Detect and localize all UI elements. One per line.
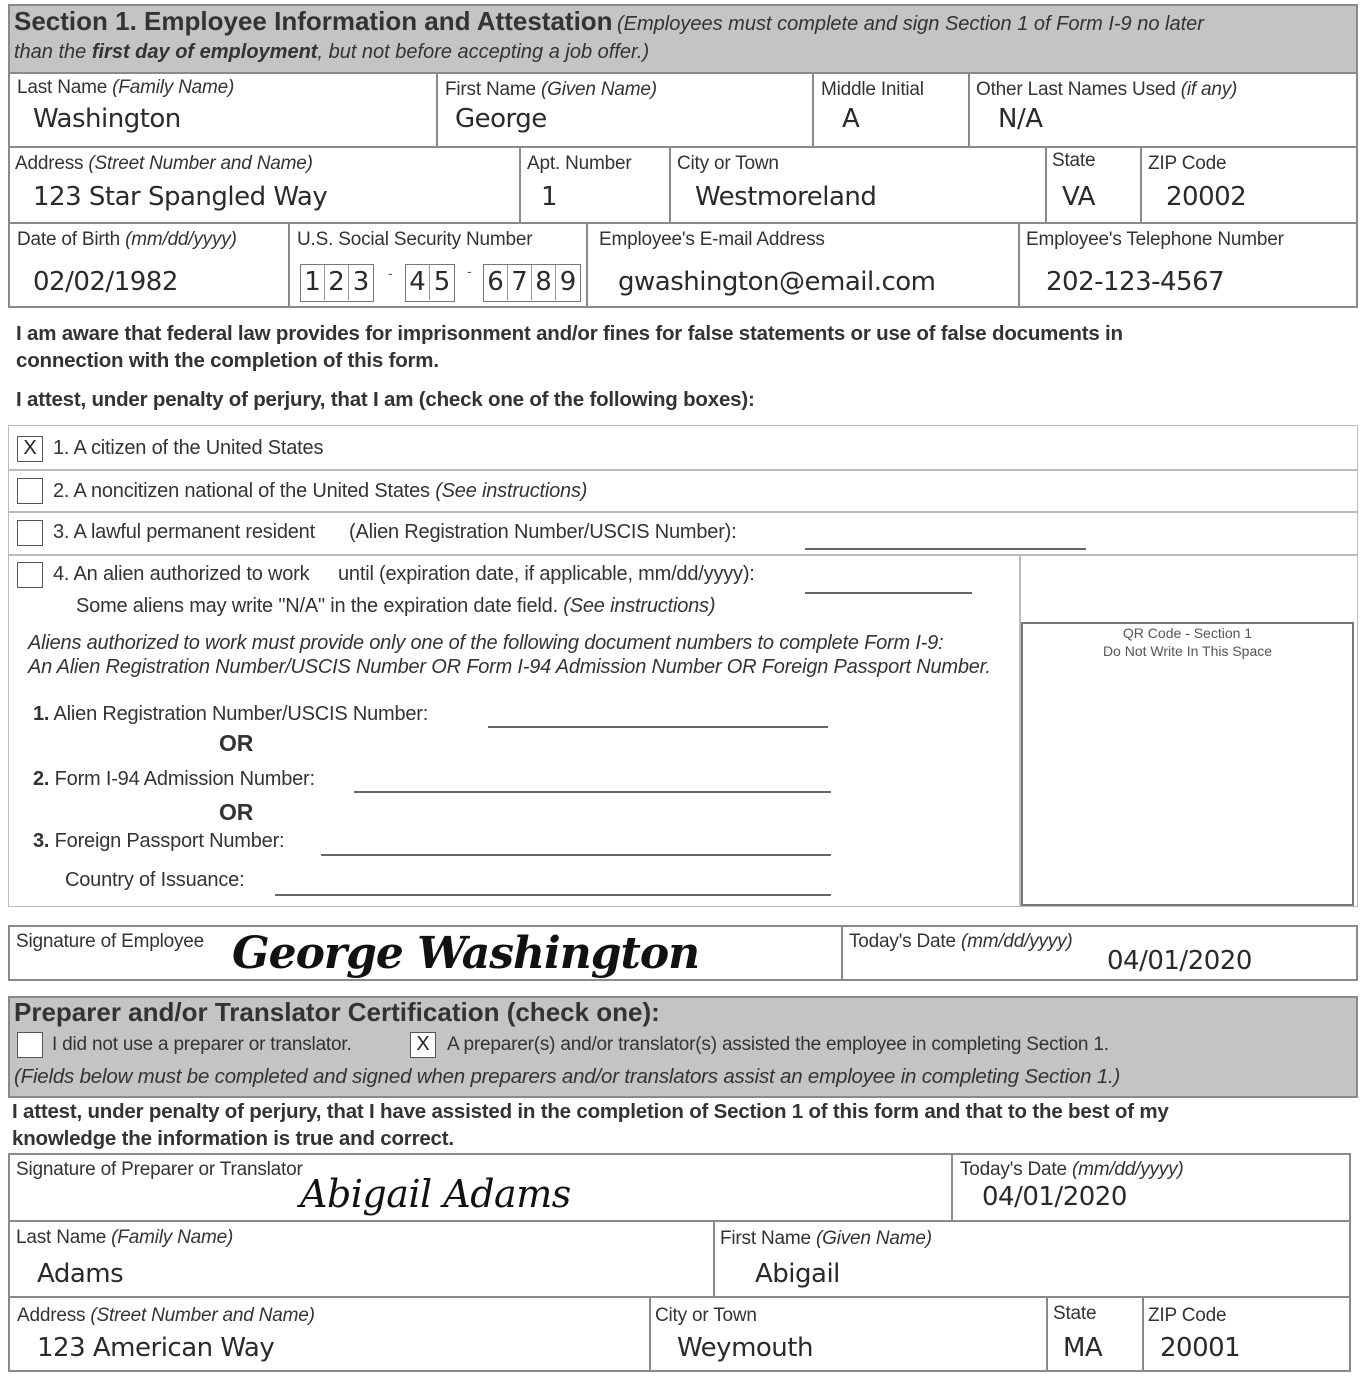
ssn-separator: - [388,265,393,281]
passport-label: 3. Foreign Passport Number: [33,830,285,852]
no-preparer-checkbox[interactable] [17,1032,43,1058]
ssn-digit: 1 [301,265,325,300]
divider [968,74,970,146]
qr-code-box [1021,622,1354,906]
email-label: Employee's E-mail Address [599,229,825,250]
or-label: OR [219,730,254,756]
divider [519,148,521,222]
ssn-digit: 3 [352,267,370,297]
divider [9,469,1357,471]
dob-label: Date of Birth (mm/dd/yyyy) [17,229,237,250]
first-name-field[interactable]: George [455,104,547,134]
preparer-signature-label: Signature of Preparer or Translator [16,1159,303,1180]
preparer-attest-line2: knowledge the information is true and correct. [12,1127,454,1150]
section1-title: Section 1. Employee Information and Attestation [14,6,613,36]
ssn-digit: 6 [484,265,508,300]
attest-text: I attest, under penalty of perjury, that I am (check one of the following boxes): [16,388,755,411]
i94-label: 2. Form I-94 Admission Number: [33,768,315,790]
alien-note-line1: Aliens authorized to work must provide only one of the following document numbers to complete Form I-9: [28,632,944,654]
ssn-digit: 7 [508,265,532,300]
option-4-label: 4. An alien authorized to work [53,563,310,585]
country-label: Country of Issuance: [65,869,245,891]
dob-field[interactable]: 02/02/1982 [33,267,178,297]
i94-input[interactable] [354,791,831,793]
phone-field[interactable]: 202-123-4567 [1046,267,1225,297]
preparer-last-name-label: Last Name (Family Name) [16,1227,234,1248]
ssn-digit: 5 [433,267,451,297]
preparer-note: (Fields below must be completed and signed when preparers and/or translators assist an employee in completing Section 1.) [14,1065,1121,1088]
alien-reg-label: 1. Alien Registration Number/USCIS Number: [33,703,429,725]
qr-code-label-2: Do Not Write In This Space [1102,643,1273,659]
preparer-address-field[interactable]: 123 American Way [37,1333,275,1363]
alien-reg-input[interactable] [488,726,828,728]
noncitizen-national-checkbox[interactable] [17,478,43,504]
divider [9,511,1357,513]
ssn-digit: 8 [532,265,556,300]
employee-date-field[interactable]: 04/01/2020 [1107,946,1252,976]
preparer-date-field[interactable]: 04/01/2020 [982,1182,1127,1212]
city-label: City or Town [677,153,779,174]
divider [841,927,843,979]
other-last-names-label: Other Last Names Used (if any) [976,79,1238,100]
country-input[interactable] [275,894,831,896]
first-name-label: First Name (Given Name) [445,79,657,100]
preparer-state-label: State [1053,1303,1097,1324]
section1-subtitle: (Employees must complete and sign Section 1 of Form I-9 no later [617,13,1204,35]
preparer-signature-field[interactable]: Abigail Adams [300,1172,571,1216]
option-3-extra: (Alien Registration Number/USCIS Number): [349,521,737,543]
employee-signature-label: Signature of Employee [16,931,205,952]
passport-input[interactable] [321,854,831,856]
ssn-digit: 9 [559,267,577,297]
divider [951,1155,953,1220]
expiration-date-input[interactable] [805,592,972,594]
option-3-label: 3. A lawful permanent resident [53,521,315,543]
ssn-separator: - [467,263,472,279]
middle-initial-label: Middle Initial [821,79,924,100]
preparer-city-field[interactable]: Weymouth [677,1333,813,1363]
aware-text-line2: connection with the completion of this form. [16,349,439,372]
permanent-resident-checkbox[interactable] [17,520,43,546]
zip-label: ZIP Code [1148,153,1227,174]
divider [649,1298,651,1370]
ssn-group-2[interactable] [405,264,455,302]
preparer-assisted-checkbox[interactable]: X [410,1032,436,1058]
divider [288,224,290,306]
divider [1046,1298,1048,1370]
address-label: Address (Street Number and Name) [15,153,313,174]
option-4-subnote: Some aliens may write "N/A" in the expiration date field. (See instructions) [76,595,716,617]
city-field[interactable]: Westmoreland [695,182,877,212]
aware-text-line1: I am aware that federal law provides for imprisonment and/or fines for false statements or use of false documents in [16,322,1123,345]
state-field[interactable]: VA [1062,182,1095,212]
divider [586,224,588,306]
uscis-number-input[interactable] [805,548,1086,550]
preparer-title: Preparer and/or Translator Certification (check one): [14,997,660,1027]
preparer-zip-field[interactable]: 20001 [1160,1333,1241,1363]
ssn-digit: 2 [325,265,349,300]
last-name-field[interactable]: Washington [33,104,181,134]
preparer-last-name-field[interactable]: Adams [37,1259,124,1289]
preparer-address-label: Address (Street Number and Name) [17,1305,315,1326]
section1-subtitle-line2: than the first day of employment, but not before accepting a job offer.) [14,41,650,63]
alien-note-line2: An Alien Registration Number/USCIS Number OR Form I-94 Admission Number OR Foreign Passport Number. [28,656,991,678]
apt-number-field[interactable]: 1 [541,182,558,212]
last-name-label: Last Name (Family Name) [17,77,235,98]
divider [1045,148,1047,222]
other-last-names-field[interactable]: N/A [998,104,1043,134]
ssn-label: U.S. Social Security Number [297,229,533,250]
preparer-date-label: Today's Date (mm/dd/yyyy) [960,1159,1184,1180]
preparer-state-field[interactable]: MA [1063,1333,1103,1363]
divider [713,1222,715,1296]
preparer-city-label: City or Town [655,1305,757,1326]
address-field[interactable]: 123 Star Spangled Way [33,182,328,212]
divider [436,74,438,146]
zip-field[interactable]: 20002 [1166,182,1247,212]
phone-label: Employee's Telephone Number [1026,229,1284,250]
divider [1140,148,1142,222]
employee-signature-field[interactable]: George Washington [232,928,700,979]
alien-authorized-checkbox[interactable] [17,562,43,588]
ssn-group-3[interactable] [483,264,581,302]
no-preparer-label: I did not use a preparer or translator. [52,1034,352,1055]
divider [1142,1298,1144,1370]
preparer-attest-line1: I attest, under penalty of perjury, that I have assisted in the completion of Section 1 of this form and that to the best of my [12,1100,1169,1123]
or-label: OR [219,799,254,825]
divider [812,74,814,146]
preparer-first-name-label: First Name (Given Name) [720,1228,932,1249]
divider [669,148,671,222]
ssn-digit: 4 [406,265,430,300]
divider [9,554,1357,556]
email-field[interactable]: gwashington@email.com [618,267,936,297]
middle-initial-field[interactable]: A [842,104,860,134]
divider [1018,224,1020,306]
employee-date-label: Today's Date (mm/dd/yyyy) [849,931,1073,952]
qr-code-label-1: QR Code - Section 1 [1122,625,1253,641]
citizen-checkbox[interactable]: X [17,436,43,462]
option-2-label: 2. A noncitizen national of the United States (See instructions) [53,480,588,502]
apt-number-label: Apt. Number [527,153,632,174]
option-4-extra: until (expiration date, if applicable, mm/dd/yyyy): [338,563,755,585]
preparer-assisted-label: A preparer(s) and/or translator(s) assisted the employee in completing Section 1. [447,1034,1109,1055]
state-label: State [1052,150,1096,171]
section1-title-line [14,6,1204,37]
preparer-first-name-field[interactable]: Abigail [755,1259,840,1289]
ssn-group-1[interactable] [300,264,374,302]
preparer-zip-label: ZIP Code [1148,1305,1227,1326]
option-1-label: 1. A citizen of the United States [53,437,324,459]
